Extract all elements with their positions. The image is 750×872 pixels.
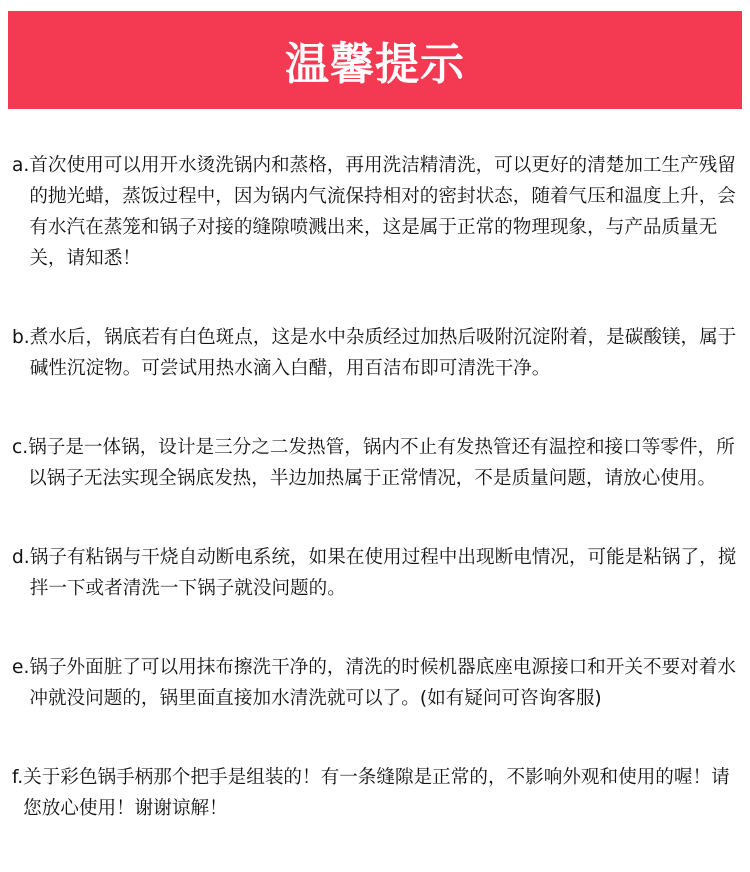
notes-list [12,150,740,872]
header-banner [8,11,742,109]
note-text: 锅子外面脏了可以用抹布擦洗干净的，清洗的时候机器底座电源接口和开关不要对着水冲就没问题的，锅里面直接加水清洗就可以了。(如有疑问可咨询客服) [29,657,736,709]
note-text: 首次使用可以用开水烫洗锅内和蒸格，再用洗洁精清洗，可以更好的清楚加工生产残留的抛光蜡，蒸饭过程中，因为锅内气流保持相对的密封状态，随着气压和温度上升，会有水汽在蒸笼和锅子对接的缝隙喷溅出来，这是属于正常的物理现象，与产品质量无关，请知悉！ [29,155,736,269]
note-text: 关于彩色锅手柄那个把手是组装的！有一条缝隙是正常的，不影响外观和使用的喔！请您放心使用！谢谢谅解！ [23,767,730,819]
note-marker: e. [12,657,30,678]
note-marker: d. [12,547,30,568]
note-item-c [12,432,740,494]
note-marker: f. [12,767,24,788]
note-marker: a. [12,155,30,176]
note-text: 锅子有粘锅与干烧自动断电系统，如果在使用过程中出现断电情况，可能是粘锅了，搅拌一下或者清洗一下锅子就没问题的。 [29,547,737,599]
note-text: 锅子是一体锅，设计是三分之二发热管，锅内不止有发热管还有温控和接口等零件，所以锅子无法实现全锅底发热，半边加热属于正常情况，不是质量问题，请放心使用。 [28,437,735,489]
note-item-b [12,322,740,384]
note-item-e [12,652,740,714]
page-title: 温馨提示 [285,39,465,90]
note-item-d [12,542,740,604]
note-item-a [12,150,740,274]
note-marker: b. [12,327,30,348]
note-item-f [12,762,740,824]
note-marker: c. [12,437,29,458]
note-text: 煮水后，锅底若有白色斑点，这是水中杂质经过加热后吸附沉淀附着，是碳酸镁，属于碱性沉淀物。可尝试用热水滴入白醋，用百洁布即可清洗干净。 [29,327,737,379]
